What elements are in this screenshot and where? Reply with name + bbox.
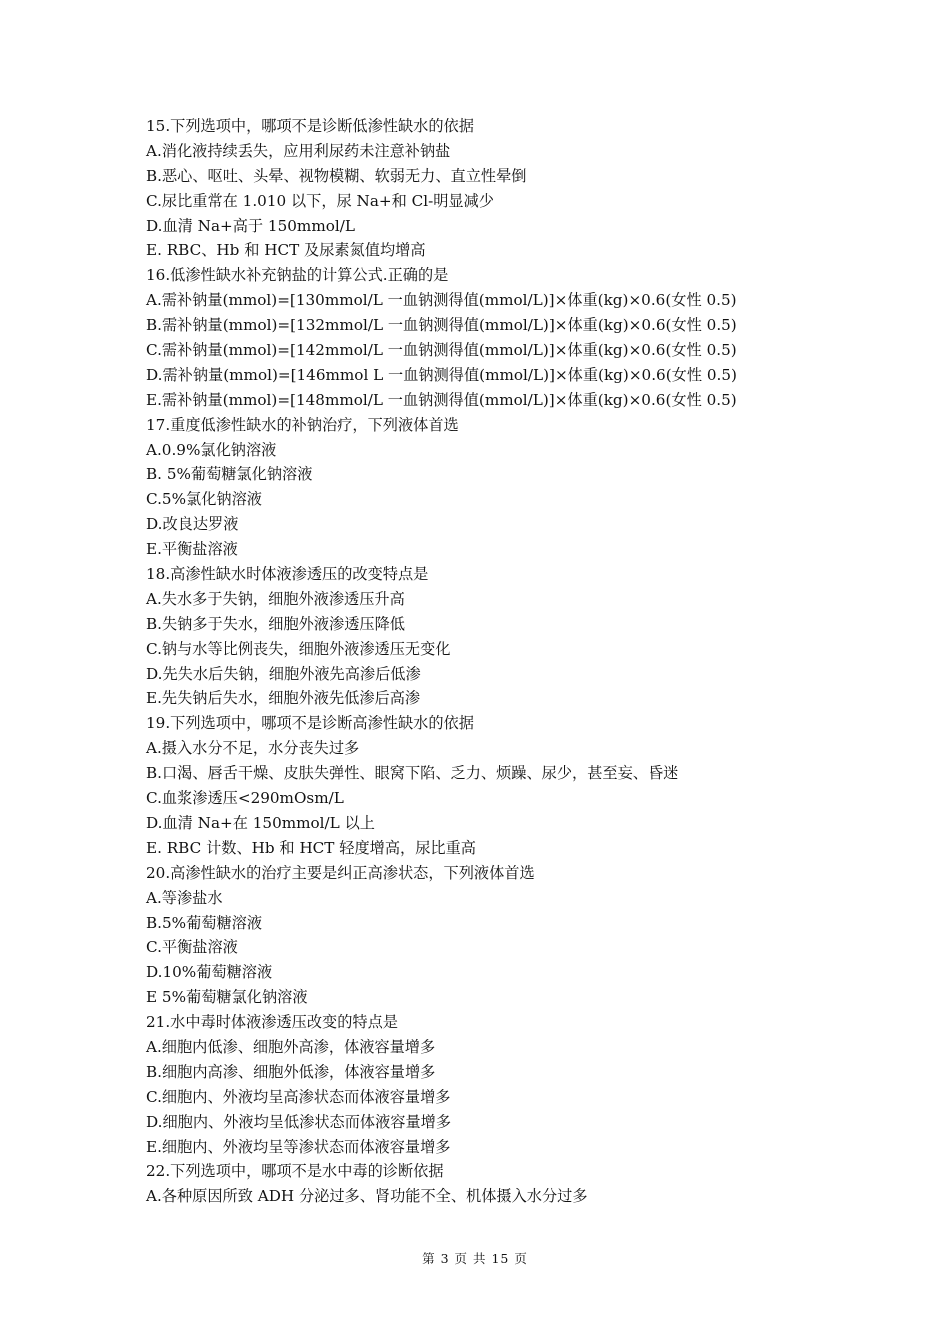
- question-stem: 15.下列选项中，哪项不是诊断低渗性缺水的依据: [146, 117, 474, 135]
- answer-option: B.口渴、唇舌干燥、皮肤失弹性、眼窝下陷、乏力、烦躁、尿少，甚至妄、昏迷: [146, 764, 679, 783]
- question-stem: 16.低渗性缺水补充钠盐的计算公式.正确的是: [146, 266, 449, 285]
- answer-option: A.0.9%氯化钠溶液: [146, 440, 277, 459]
- answer-option: B. 5%葡萄糖氯化钠溶液: [146, 465, 313, 484]
- question-stem: 22.下列选项中，哪项不是水中毒的诊断依据: [146, 1162, 444, 1181]
- answer-option: C.平衡盐溶液: [146, 938, 238, 957]
- answer-option: E.先失钠后失水，细胞外液先低渗后高渗: [146, 689, 421, 708]
- answer-option: B.5%葡萄糖溶液: [146, 913, 263, 932]
- answer-option: D.细胞内、外液均呈低渗状态而体液容量增多: [146, 1112, 452, 1131]
- answer-option: B.需补钠量(mmol)=[132mmol/L 一血钠测得值(mmol/L)]×体重(kg)×0.6(女性 0.5): [146, 316, 737, 335]
- answer-option: E. RBC、Hb 和 HCT 及尿素氮值均增高: [146, 241, 426, 260]
- answer-option: A.摄入水分不足，水分丧失过多: [146, 739, 360, 758]
- answer-option: C.钠与水等比例丧失，细胞外液渗透压无变化: [146, 639, 451, 658]
- answer-option: A.消化液持续丢失，应用利尿药未注意补钠盐: [146, 141, 451, 160]
- answer-option: A.细胞内低渗、细胞外高渗，体液容量增多: [146, 1037, 436, 1056]
- answer-option: E. RBC 计数、Hb 和 HCT 轻度增高，尿比重高: [146, 838, 476, 857]
- question-stem: 17.重度低渗性缺水的补钠治疗，下列液体首选: [146, 415, 459, 434]
- answer-option: D.先失水后失钠，细胞外液先高渗后低渗: [146, 664, 421, 683]
- answer-option: A.失水多于失钠，细胞外液渗透压升高: [146, 589, 405, 608]
- answer-option: D.血清 Na+高于 150mmol/L: [146, 216, 355, 235]
- answer-option: E 5%葡萄糖氯化钠溶液: [146, 988, 308, 1007]
- answer-option: C.血浆渗透压<290mOsm/L: [146, 789, 344, 808]
- question-stem: 21.水中毒时体液渗透压改变的特点是: [146, 1013, 398, 1032]
- question-stem: 18.高渗性缺水时体液渗透压的改变特点是: [146, 565, 429, 584]
- answer-option: D.需补钠量(mmol)=[146mmol L 一血钠测得值(mmol/L)]×体重(kg)×0.6(女性 0.5): [146, 365, 737, 384]
- document-body: [146, 114, 846, 1209]
- answer-option: D.改良达罗液: [146, 515, 239, 534]
- answer-option: C.尿比重常在 1.010 以下，尿 Na+和 Cl-明显减少: [146, 191, 494, 210]
- answer-option: B.恶心、呕吐、头晕、视物模糊、软弱无力、直立性晕倒: [146, 166, 527, 185]
- answer-option: A.各种原因所致 ADH 分泌过多、肾功能不全、机体摄入水分过多: [146, 1187, 588, 1206]
- answer-option: D.10%葡萄糖溶液: [146, 963, 273, 982]
- answer-option: A.需补钠量(mmol)=[130mmol/L 一血钠测得值(mmol/L)]×体重(kg)×0.6(女性 0.5): [146, 291, 737, 310]
- answer-option: C.5%氯化钠溶液: [146, 490, 262, 509]
- answer-option: C.细胞内、外液均呈高渗状态而体液容量增多: [146, 1087, 451, 1106]
- answer-option: E.细胞内、外液均呈等渗状态而体液容量增多: [146, 1137, 451, 1156]
- answer-option: B.细胞内高渗、细胞外低渗，体液容量增多: [146, 1062, 436, 1081]
- question-stem: 20.高渗性缺水的治疗主要是纠正高渗状态，下列液体首选: [146, 863, 535, 882]
- answer-option: E.平衡盐溶液: [146, 540, 238, 559]
- answer-option: E.需补钠量(mmol)=[148mmol/L 一血钠测得值(mmol/L)]×体重(kg)×0.6(女性 0.5): [146, 390, 737, 409]
- answer-option: A.等渗盐水: [146, 888, 223, 907]
- answer-option: C.需补钠量(mmol)=[142mmol/L 一血钠测得值(mmol/L)]×体重(kg)×0.6(女性 0.5): [146, 341, 737, 360]
- answer-option: B.失钠多于失水，细胞外液渗透压降低: [146, 614, 405, 633]
- page-footer: 第 3 页 共 15 页: [422, 1251, 528, 1266]
- question-stem: 19.下列选项中，哪项不是诊断高渗性缺水的依据: [146, 714, 474, 733]
- answer-option: D.血清 Na+在 150mmol/L 以上: [146, 813, 375, 832]
